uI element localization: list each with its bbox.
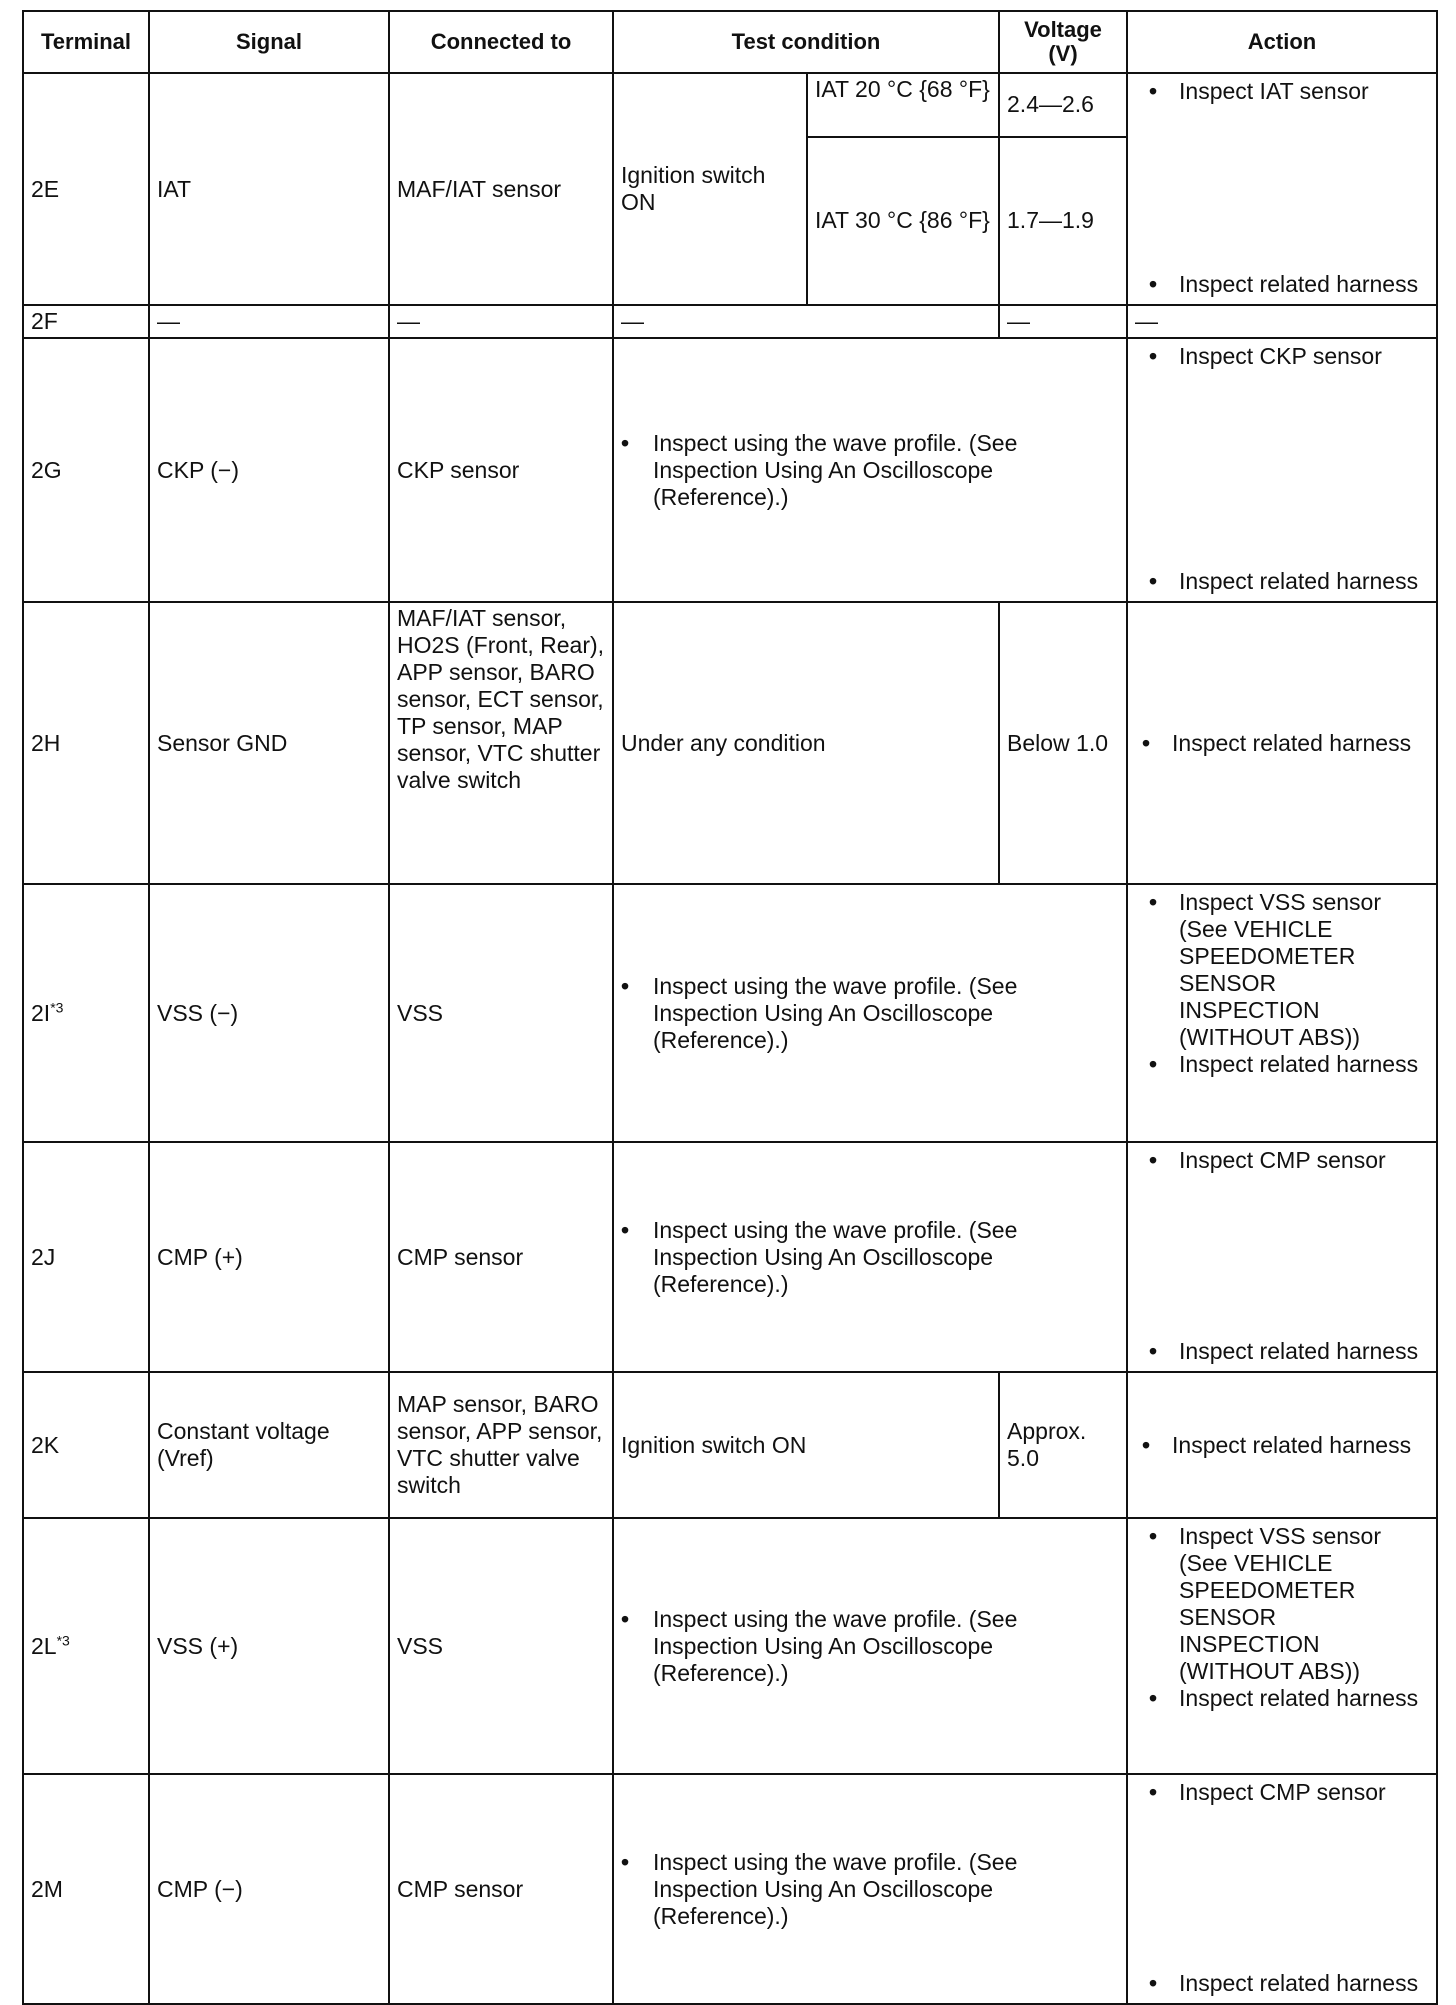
action-cell xyxy=(1127,602,1437,884)
signal-cell: VSS (+) xyxy=(149,1518,389,1774)
table-row xyxy=(23,884,1437,1142)
test-condition-cell: • Inspect using the wave profile. (See Inspection Using An Oscilloscope (Reference).) xyxy=(613,1518,1127,1774)
voltage-cell: Below 1.0 xyxy=(999,602,1127,884)
action-item: • Inspect related harness xyxy=(1149,1051,1419,1077)
table-row xyxy=(23,1518,1437,1774)
empty-cell: — xyxy=(1127,305,1437,338)
empty-cell: — xyxy=(613,305,999,338)
test-condition-cell: • Inspect using the wave profile. (See Inspection Using An Oscilloscope (Reference).) xyxy=(613,1142,1127,1372)
action-item: • Inspect related harness xyxy=(1149,1685,1419,1711)
connected-cell: CMP sensor xyxy=(389,1774,613,2004)
signal-cell: IAT xyxy=(149,73,389,305)
action-item: • Inspect related harness xyxy=(1149,568,1419,594)
action-cell xyxy=(1127,1142,1437,1372)
terminal-cell: 2J xyxy=(23,1142,149,1372)
action-item: • Inspect CKP sensor xyxy=(1149,343,1382,369)
sub-condition-cell: IAT 20 °C {68 °F} xyxy=(807,73,999,137)
action-item: • Inspect related harness xyxy=(1142,729,1412,756)
terminal-cell: 2K xyxy=(23,1372,149,1518)
action-item: • Inspect IAT sensor xyxy=(1149,78,1369,104)
table-row xyxy=(23,305,1437,338)
signal-cell: VSS (−) xyxy=(149,884,389,1142)
header-signal: Signal xyxy=(149,11,389,73)
table-row xyxy=(23,1774,1437,2004)
terminal-cell: $2L^{*3}$ xyxy=(23,1518,149,1774)
test-condition-cell: • Inspect using the wave profile. (See Inspection Using An Oscilloscope (Reference).) xyxy=(613,1774,1127,2004)
action-cell xyxy=(1127,884,1437,1142)
connected-cell: MAF/IAT sensor, HO2S (Front, Rear), APP sensor, BARO sensor, ECT sensor, TP sensor, MAP sensor, VTC shutter valve switch xyxy=(389,602,613,884)
action-item: • Inspect related harness xyxy=(1142,1431,1412,1458)
table-row xyxy=(23,73,1437,137)
test-condition-cell: • Inspect using the wave profile. (See Inspection Using An Oscilloscope (Reference).) xyxy=(613,884,1127,1142)
terminal-cell: $2I^{*3}$ xyxy=(23,884,149,1142)
action-cell xyxy=(1127,338,1437,602)
test-condition-cell: Ignition switch ON xyxy=(613,73,807,305)
connected-cell: MAP sensor, BARO sensor, APP sensor, VTC shutter valve switch xyxy=(389,1372,613,1518)
connected-cell: CKP sensor xyxy=(389,338,613,602)
voltage-cell: 1.7—1.9 xyxy=(999,137,1127,305)
header-voltage: Voltage (V) xyxy=(999,11,1127,73)
action-item: • Inspect related harness xyxy=(1149,1970,1419,1996)
signal-cell: Constant voltage (Vref) xyxy=(149,1372,389,1518)
action-cell xyxy=(1127,1372,1437,1518)
action-cell xyxy=(1127,1518,1437,1774)
connected-cell: VSS xyxy=(389,1518,613,1774)
sub-condition-cell: IAT 30 °C {86 °F} xyxy=(807,137,999,305)
voltage-cell: Approx. 5.0 xyxy=(999,1372,1127,1518)
signal-cell: Sensor GND xyxy=(149,602,389,884)
empty-cell: — xyxy=(149,305,389,338)
terminal-cell: 2G xyxy=(23,338,149,602)
connected-cell: CMP sensor xyxy=(389,1142,613,1372)
table-row xyxy=(23,1142,1437,1372)
action-item: • Inspect CMP sensor xyxy=(1149,1779,1386,1805)
header-test-condition: Test condition xyxy=(613,11,999,73)
connected-cell: MAF/IAT sensor xyxy=(389,73,613,305)
terminal-cell: 2F xyxy=(23,305,149,338)
action-cell xyxy=(1127,1774,1437,2004)
empty-cell: — xyxy=(389,305,613,338)
terminal-cell: 2M xyxy=(23,1774,149,2004)
signal-cell: CMP (−) xyxy=(149,1774,389,2004)
terminal-cell: 2E xyxy=(23,73,149,305)
empty-cell: — xyxy=(999,305,1127,338)
header-action: Action xyxy=(1127,11,1437,73)
table-row xyxy=(23,1372,1437,1518)
test-condition-cell: Under any condition xyxy=(613,602,999,884)
action-cell xyxy=(1127,73,1437,305)
table-row xyxy=(23,338,1437,602)
terminal-voltage-table xyxy=(22,10,1438,2005)
action-item: • Inspect VSS sensor (See VEHICLE SPEEDOMETER SENSOR INSPECTION (WITHOUT ABS)) xyxy=(1149,1523,1382,1684)
action-item: • Inspect related harness xyxy=(1149,1338,1419,1364)
voltage-cell: 2.4—2.6 xyxy=(999,73,1127,137)
signal-cell: CKP (−) xyxy=(149,338,389,602)
header-terminal: Terminal xyxy=(23,11,149,73)
connected-cell: VSS xyxy=(389,884,613,1142)
signal-cell: CMP (+) xyxy=(149,1142,389,1372)
terminal-cell: 2H xyxy=(23,602,149,884)
header-connected-to: Connected to xyxy=(389,11,613,73)
action-item: • Inspect related harness xyxy=(1149,271,1419,297)
test-condition-cell: • Inspect using the wave profile. (See Inspection Using An Oscilloscope (Reference).) xyxy=(613,338,1127,602)
action-item: • Inspect CMP sensor xyxy=(1149,1147,1386,1173)
table-header-row xyxy=(23,11,1437,73)
action-item: • Inspect VSS sensor (See VEHICLE SPEEDOMETER SENSOR INSPECTION (WITHOUT ABS)) xyxy=(1149,889,1382,1050)
table-row xyxy=(23,602,1437,884)
test-condition-cell: Ignition switch ON xyxy=(613,1372,999,1518)
